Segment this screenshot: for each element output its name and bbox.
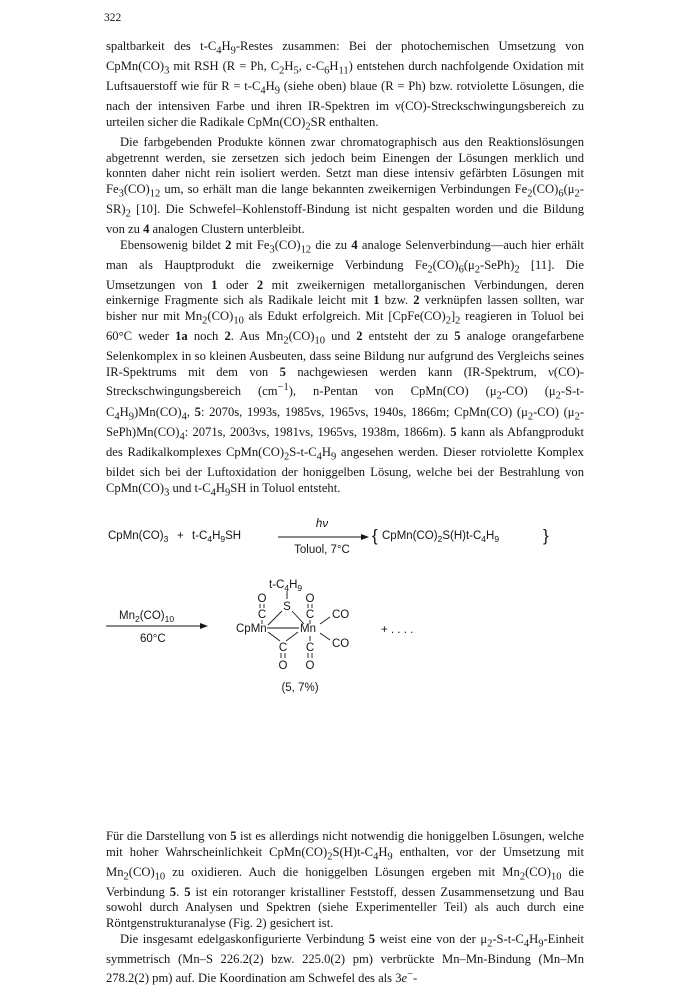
- tbutyl-group: $t-C_4H_9$: [269, 579, 303, 593]
- carbonyl-ligand: CO: [332, 638, 350, 650]
- bracket-close: }: [543, 526, 549, 545]
- arrow-condition-solvent: Toluol, 7°C: [294, 544, 350, 556]
- carbon-atom: C: [257, 609, 267, 621]
- reactant-cpmnco3: $CpMn(CO)_3$: [108, 530, 169, 544]
- oxygen-atom: O: [257, 593, 267, 605]
- paragraph: Die farbgebenden Produkte können zwar chromatographisch aus den Reaktionslösungen abgetrennt werden, sie zersetzen sich jedoch beim Einengen der Lösungen merklich und konnten daher nicht rein isoliert werden. Setzt man diese intensiv gefärbten Lösungen mit $Fe_3(CO)_{12}$ um, so erhält man die lange bekannten zweikernigen Verbindungen $Fe_2(CO)_6(\mu_2-SR)_2$ [10]. Die Schwefel–Kohlenstoff-Bindung ist nicht gespalten worden und die Bildung von zu 4 analogen Clustern unterbleibt.: [106, 135, 584, 237]
- plus-sign: +: [177, 530, 184, 542]
- mn-s-bond: [292, 611, 304, 624]
- carbon-atom: C: [305, 642, 315, 654]
- carbonyl-ligand: CO: [332, 609, 350, 621]
- body-text-bottom: [106, 829, 584, 987]
- paragraph: Ebensowenig bildet 2 mit $Fe_3(CO)_{12}$ die zu 4 analoge Selenverbindung—auch hier erhält man als Hauptprodukt die zweikernige Verbindung $Fe_2(CO)_6(\mu_2-SePh)_2$ [11]. Die Umsetzungen von 1 oder 2 mit zweikernigen metallorganischen Verbindungen, deren einkernige Fragmente sich als Radikale leicht mit 1 bzw. 2 verknüpfen lassen sollten, war bisher nur mit $Mn_2(CO)_{10}$ als Edukt erfolgreich. Mit $[CpFe(CO)_2]_2$ reagieren in Toluol bei 60°C weder 1a noch 2. Aus $Mn_2(CO)_{10}$ und 2 entsteht der zu 5 analoge orangefarbene Selenkomplex in so kleinen Ausbeuten, dass seine Bildung nur aufgrund des Vergleichs seines IR-Spektrums mit dem von 5 nachgewiesen werden kann (IR-Spektrum, ν(CO)-Streckschwingungsbereich $(cm^{-1})$, n-Pentan von CpMn(CO) $(\mu_2-CO)$ $(\mu_2-S-t-C_4H_9)Mn(CO)_4$, 5: 2070s, 1993s, 1985vs, 1965vs, 1940s, 1866m; CpMn(CO) $(\mu_2-CO)$ $(\mu_2-SePh)Mn(CO)_4$: 2071s, 2003vs, 1981vs, 1965vs, 1938m, 1866m). 5 kann als Abfangprodukt des Radikalkomplexes $CpMn(CO)_2S-t-C_4H_9$ angesehen werden. Dieser rotviolette Komplex bildet sich bei der Luftoxidation der honiggelben Lösung, welche bei der Bestrahlung von $CpMn(CO)_3$ und $t-C_4H_9SH$ in Toluol entsteht.: [106, 237, 585, 499]
- compound-label: (5, 7%): [281, 682, 319, 694]
- reaction-1: [108, 518, 549, 556]
- arrowhead-icon: [200, 623, 208, 629]
- sulfur-atom: S: [283, 601, 291, 613]
- carbon-atom: C: [305, 609, 315, 621]
- bracket-open: {: [372, 526, 378, 545]
- arrowhead-icon: [361, 534, 369, 540]
- oxygen-atom: O: [305, 660, 315, 672]
- plus-byproducts: + . . . .: [381, 624, 414, 636]
- oxygen-atom: O: [305, 593, 315, 605]
- mn-center: Mn: [300, 623, 316, 635]
- product-intermediate: $CpMn(CO)_2S(H)t-C_4H_9$: [382, 530, 500, 544]
- oxygen-atom: O: [278, 660, 288, 672]
- paragraph: Die insgesamt edelgaskonfigurierte Verbindung 5 weist eine von der $\mu_2-S-t-C_4H_9$-Einheit symmetrisch (Mn–S 226.2(2) bzw. 225.0(2) pm) verbrückte Mn–Mn-Bindung (Mn–Mn 278.2(2) pm) auf. Die Koordination am Schwefel des als 3e−-: [106, 931, 585, 986]
- paragraph: spaltbarkeit des $t-C_4H_9$-Restes zusammen: Bei der photochemischen Umsetzung von $CpMn(CO)_3$ mit RSH (R = Ph, $C_2H_5$, $c-C_6H_{11}$) entstehen durch nachfolgende Oxidation mit Luftsauerstoff wie für $R = t-C_4H_9$ (siehe oben) blaue (R = Ph) bzw. rotviolette Lösungen, die nach der intensiven Farbe und ihren IR-Spektren im ν(CO)-Streckschwingungsbereich zu urteilen sicher die Radikale $CpMn(CO)_2SR$ enthalten.: [106, 39, 585, 133]
- cpmn-center: CpMn: [236, 623, 267, 635]
- page-number: 322: [104, 12, 122, 24]
- arrow-condition-temp: 60°C: [140, 633, 166, 645]
- reaction-2: [106, 579, 413, 694]
- paragraph: Für die Darstellung von 5 ist es allerdings nicht notwendig die honiggelben Lösungen, welche mit hoher Wahrscheinlichkeit $CpMn(CO)_2S(H)t-C_4H_9$ enthalten, vor der Umsetzung mit $Mn_2(CO)_{10}$ zu oxidieren. Auch die honiggelben Lösungen ergeben mit $Mn_2(CO)_{10}$ die Verbindung 5. 5 ist ein rotoranger kristalliner Feststoff, dessen Zusammensetzung und Bau sowohl durch Analysen und Spektren (siehe Experimenteller Teil) als auch durch eine Röntgenstrukturanalyse (Fig. 2) gesichert ist.: [106, 829, 584, 930]
- reagent-mn2co10: $Mn_2(CO)_{10}$: [119, 610, 175, 624]
- reactant-thiol: $t-C_4H_9SH$: [192, 530, 242, 544]
- mn-s-bond: [268, 611, 282, 625]
- carbon-atom: C: [278, 642, 288, 654]
- arrow-condition-light: hν: [315, 518, 329, 530]
